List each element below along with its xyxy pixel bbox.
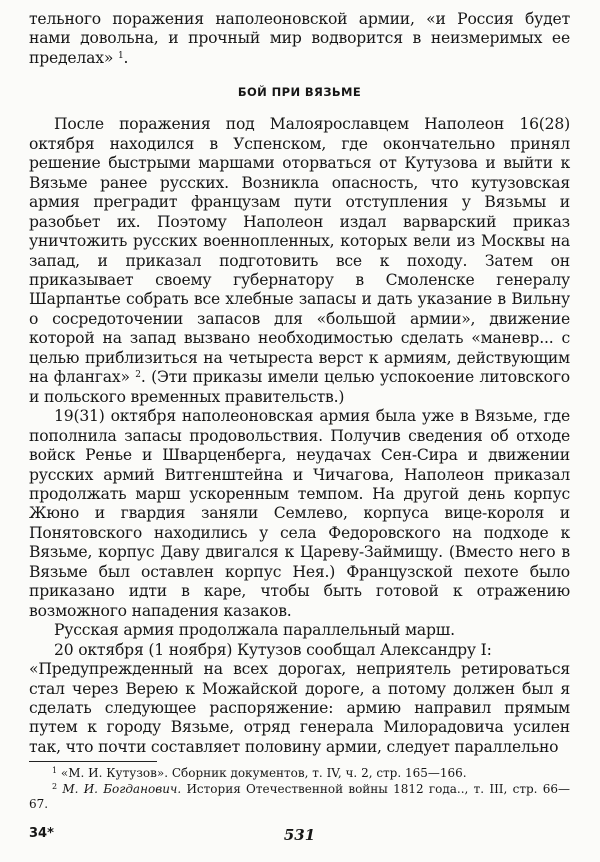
page-footer (29, 826, 570, 846)
paragraph-1-text-b: . (Эти приказы имели целью успокоение литовского и польского временных правительств.) (29, 368, 570, 406)
paragraph-1-text-a: После поражения под Малоярославцем Наполеон 16(28) октября находился в Успенском, где окончательно принял решение быстрыми маршами оторваться от Кутузова и выйти к Вязьме ранее русских. Возникла опасность, что кутузовская армия преградит французам пути отступления у Вязьмы и разобьет их. Поэтому Наполеон издал варварский приказ уничтожить русских военнопленных, которых вели из Москвы на запад, и приказал подготовить все к походу. Затем он приказывает своему губернатору в Смоленске генералу Шарпантье собрать все хлебные запасы и дать указание в Вильну о сосредоточении запасов для «большой армии», движение которой на запад вызвано необходимостью сделать «маневр... с целью приблизиться на четыреста верст к армиям, действующим на флангах» (29, 115, 570, 387)
footnote-ref-1: 1 (117, 50, 124, 61)
page-number: 531 (283, 826, 316, 844)
paragraph-4-first-line: 20 октября (1 ноября) Кутузов сообщал Александру I: (54, 640, 492, 659)
opening-paragraph-text: тельного поражения наполеоновской армии, «и Россия будет нами довольна, и прочный мир водворится в неизмеримых ее пределах» (29, 10, 570, 67)
opening-paragraph-end: . (123, 48, 129, 67)
footnote-1-mark: 1 (52, 766, 58, 776)
footnote-2-author: М. И. Богданович. (62, 781, 182, 796)
footnote-2 (29, 782, 570, 812)
footnote-separator (29, 761, 157, 762)
footnote-2-mark: 2 (52, 781, 58, 791)
opening-paragraph (29, 10, 570, 68)
paragraph-1 (29, 115, 570, 407)
footnote-2-text: История Отечественной войны 1812 года.., т. III, стр. 66—67. (29, 781, 570, 811)
footnote-1-text: «М. И. Кутузов». Сборник документов, т. IV, ч. 2, стр. 165—166. (60, 766, 467, 781)
section-heading: БОЙ ПРИ ВЯЗЬМЕ (237, 85, 362, 100)
footnote-ref-2: 2 (135, 370, 141, 381)
footnote-1 (29, 766, 570, 781)
paragraph-4-quote: «Предупрежденный на всех дорогах, неприятель ретироваться стал через Верею к Можайской дороге, а потому должен был я сделать следующее распоряжение: армию направил прямым путем к городу Вязьме, отряд генерала Милорадовича усилен так, что почти составляет половину армии, следует параллельно (29, 660, 570, 756)
paragraph-3: Русская армия продолжала параллельный марш. (54, 621, 455, 640)
paragraph-2: 19(31) октября наполеоновская армия была уже в Вязьме, где пополнила запасы продовольствия. Получив сведения об отходе войск Ренье и Шварценберга, неудачах Сен-Сира и движении русских армий Витгенштейна и Чичагова, Наполеон приказал продолжать марш ускоренным темпом. На другой день корпус Жюно и гвардия заняли Семлево, корпуса вице-короля и Понятовского находились у села Федоровского на подходе к Вязьме, корпус Даву двигался к Цареву-Займищу. (Вместо него в Вязьме был оставлен корпус Нея.) Французской пехоте было приказано идти в каре, чтобы быть готовой к отражению возможного нападения казаков. (29, 407, 570, 620)
signature-mark: 34* (29, 826, 54, 841)
